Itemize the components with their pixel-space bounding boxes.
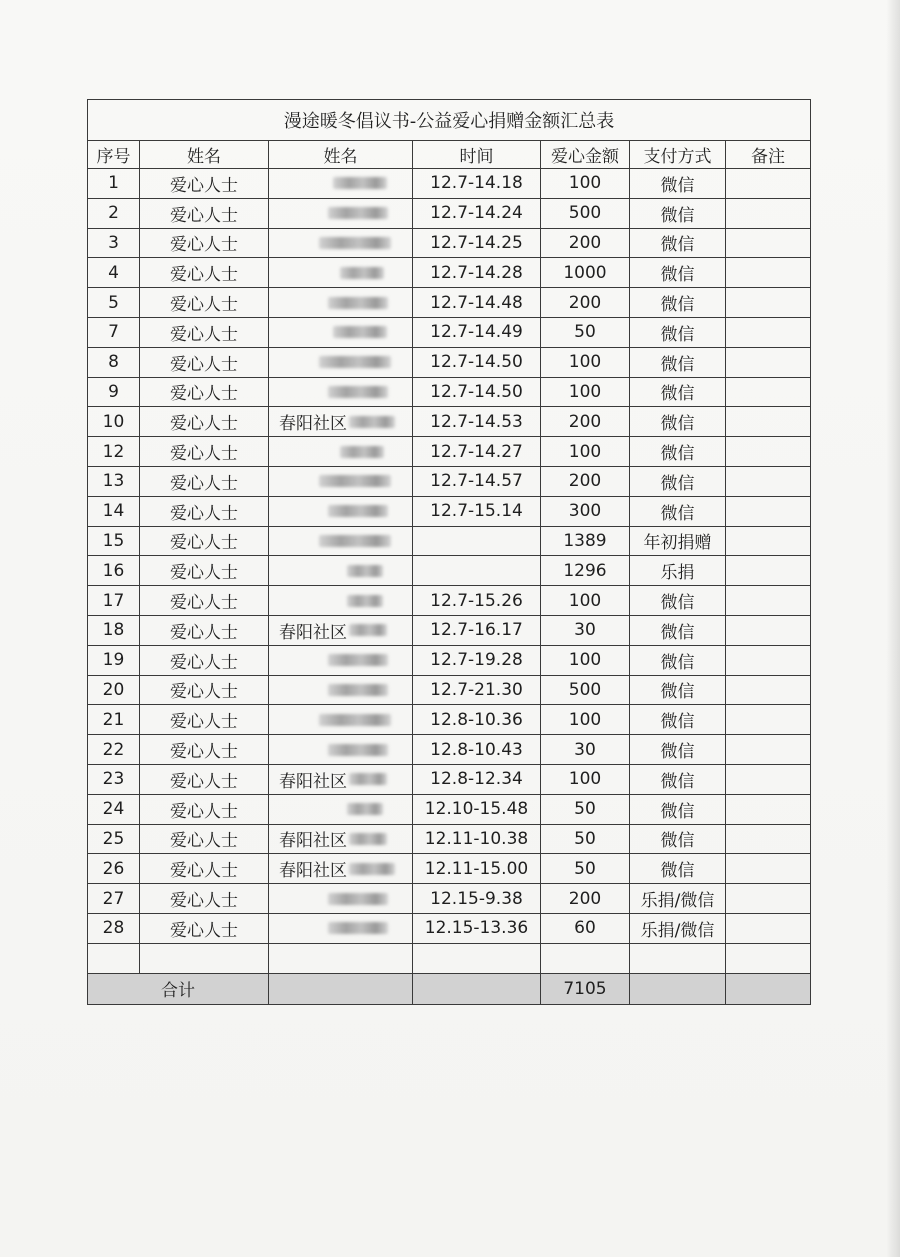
cell-donor-name xyxy=(269,288,413,318)
cell-note xyxy=(726,645,811,675)
cell-payment-method: 微信 xyxy=(630,764,726,794)
cell-time: 12.8-10.36 xyxy=(413,705,541,735)
cell-note xyxy=(726,258,811,288)
cell-amount: 60 xyxy=(541,913,630,943)
cell-note xyxy=(726,884,811,914)
cell-name: 爱心人士 xyxy=(140,794,269,824)
redacted-name-blur xyxy=(349,773,387,785)
cell-payment-method: 微信 xyxy=(630,258,726,288)
cell-note xyxy=(726,615,811,645)
cell-time xyxy=(413,526,541,556)
table-row xyxy=(88,556,811,586)
cell-index: 12 xyxy=(88,437,140,467)
cell-name: 爱心人士 xyxy=(140,764,269,794)
cell-donor-name xyxy=(269,556,413,586)
cell-index: 8 xyxy=(88,347,140,377)
cell-time: 12.7-14.49 xyxy=(413,317,541,347)
cell-payment-method: 微信 xyxy=(630,496,726,526)
cell-time: 12.10-15.48 xyxy=(413,794,541,824)
cell-time: 12.7-14.27 xyxy=(413,437,541,467)
cell-note xyxy=(726,317,811,347)
cell-note xyxy=(726,407,811,437)
cell-time: 12.7-14.50 xyxy=(413,377,541,407)
cell-amount: 1296 xyxy=(541,556,630,586)
redacted-name-blur xyxy=(328,207,388,219)
table-title-row xyxy=(88,100,811,141)
cell-donor-name xyxy=(269,615,413,645)
redacted-name-blur xyxy=(328,505,388,517)
cell-index: 20 xyxy=(88,675,140,705)
cell-payment-method: 微信 xyxy=(630,615,726,645)
redacted-name-blur xyxy=(319,237,391,249)
table-row xyxy=(88,854,811,884)
total-row xyxy=(88,973,811,1004)
cell-amount: 300 xyxy=(541,496,630,526)
cell-index: 23 xyxy=(88,764,140,794)
cell-amount: 200 xyxy=(541,288,630,318)
cell-amount: 30 xyxy=(541,735,630,765)
cell-name: 爱心人士 xyxy=(140,437,269,467)
redacted-name-blur xyxy=(328,922,388,934)
table-row xyxy=(88,645,811,675)
cell-payment-method: 微信 xyxy=(630,645,726,675)
cell-index: 26 xyxy=(88,854,140,884)
cell-donor-name xyxy=(269,258,413,288)
cell-name: 爱心人士 xyxy=(140,556,269,586)
cell-note xyxy=(726,377,811,407)
cell-payment-method: 微信 xyxy=(630,228,726,258)
cell-name: 爱心人士 xyxy=(140,854,269,884)
cell-name: 爱心人士 xyxy=(140,169,269,199)
cell-index: 3 xyxy=(88,228,140,258)
cell-note xyxy=(726,913,811,943)
cell-index: 25 xyxy=(88,824,140,854)
cell-donor-name xyxy=(269,198,413,228)
cell-note xyxy=(726,288,811,318)
table-row xyxy=(88,169,811,199)
cell-name: 爱心人士 xyxy=(140,586,269,616)
cell-time: 12.7-14.18 xyxy=(413,169,541,199)
cell-payment-method: 微信 xyxy=(630,466,726,496)
header-amount: 爱心金额 xyxy=(541,141,630,169)
cell-amount: 100 xyxy=(541,347,630,377)
cell-note xyxy=(726,169,811,199)
table-row xyxy=(88,288,811,318)
table-row xyxy=(88,913,811,943)
cell-name: 爱心人士 xyxy=(140,913,269,943)
cell-index: 28 xyxy=(88,913,140,943)
cell-donor-name xyxy=(269,586,413,616)
cell-payment-method: 年初捐赠 xyxy=(630,526,726,556)
cell-note xyxy=(726,735,811,765)
cell-donor-name xyxy=(269,735,413,765)
cell-index: 17 xyxy=(88,586,140,616)
cell-donor-name xyxy=(269,824,413,854)
cell-note xyxy=(726,347,811,377)
table-row xyxy=(88,675,811,705)
redacted-name-blur xyxy=(347,595,383,607)
cell-note xyxy=(726,556,811,586)
cell-payment-method: 微信 xyxy=(630,735,726,765)
cell-time: 12.8-12.34 xyxy=(413,764,541,794)
table-row xyxy=(88,198,811,228)
cell-index: 2 xyxy=(88,198,140,228)
redacted-name-blur xyxy=(328,297,388,309)
cell-time: 12.7-15.14 xyxy=(413,496,541,526)
redacted-name-blur xyxy=(328,744,388,756)
cell-note xyxy=(726,496,811,526)
cell-amount: 30 xyxy=(541,615,630,645)
donor-org-prefix: 春阳社区 xyxy=(279,771,347,792)
cell-index: 24 xyxy=(88,794,140,824)
cell-index: 22 xyxy=(88,735,140,765)
cell-payment-method: 微信 xyxy=(630,198,726,228)
cell-name: 爱心人士 xyxy=(140,466,269,496)
cell-donor-name xyxy=(269,317,413,347)
cell-time: 12.7-14.48 xyxy=(413,288,541,318)
redacted-name-blur xyxy=(328,684,388,696)
cell-name: 爱心人士 xyxy=(140,407,269,437)
cell-payment-method: 微信 xyxy=(630,705,726,735)
cell-payment-method: 微信 xyxy=(630,377,726,407)
redacted-name-blur xyxy=(347,803,383,815)
redacted-name-blur xyxy=(340,267,384,279)
cell-note xyxy=(726,466,811,496)
cell-note xyxy=(726,198,811,228)
cell-payment-method: 微信 xyxy=(630,317,726,347)
cell-name: 爱心人士 xyxy=(140,526,269,556)
cell-note xyxy=(726,764,811,794)
cell-note xyxy=(726,824,811,854)
cell-time: 12.7-16.17 xyxy=(413,615,541,645)
redacted-name-blur xyxy=(319,714,391,726)
cell-time: 12.7-15.26 xyxy=(413,586,541,616)
redacted-name-blur xyxy=(340,446,384,458)
page-edge-shadow xyxy=(886,0,900,1257)
cell-index: 5 xyxy=(88,288,140,318)
cell-donor-name xyxy=(269,675,413,705)
cell-payment-method: 微信 xyxy=(630,824,726,854)
cell-name: 爱心人士 xyxy=(140,675,269,705)
table-row xyxy=(88,794,811,824)
cell-note xyxy=(726,228,811,258)
cell-payment-method: 乐捐 xyxy=(630,556,726,586)
cell-time: 12.7-14.25 xyxy=(413,228,541,258)
cell-name: 爱心人士 xyxy=(140,228,269,258)
cell-index: 7 xyxy=(88,317,140,347)
redacted-name-blur xyxy=(328,893,388,905)
donor-org-prefix: 春阳社区 xyxy=(279,414,347,435)
cell-amount: 200 xyxy=(541,884,630,914)
cell-time: 12.7-14.24 xyxy=(413,198,541,228)
cell-donor-name xyxy=(269,377,413,407)
blank-row xyxy=(88,943,811,973)
cell-amount: 200 xyxy=(541,228,630,258)
cell-amount: 1389 xyxy=(541,526,630,556)
table-row xyxy=(88,735,811,765)
cell-amount: 50 xyxy=(541,854,630,884)
cell-amount: 1000 xyxy=(541,258,630,288)
redacted-name-blur xyxy=(319,356,391,368)
cell-time: 12.15-13.36 xyxy=(413,913,541,943)
table-row xyxy=(88,407,811,437)
cell-amount: 100 xyxy=(541,437,630,467)
cell-payment-method: 乐捐/微信 xyxy=(630,913,726,943)
cell-donor-name xyxy=(269,884,413,914)
cell-time: 12.7-14.28 xyxy=(413,258,541,288)
redacted-name-blur xyxy=(349,833,387,845)
redacted-name-blur xyxy=(333,177,387,189)
table-row xyxy=(88,764,811,794)
cell-index: 9 xyxy=(88,377,140,407)
cell-amount: 100 xyxy=(541,645,630,675)
cell-note xyxy=(726,705,811,735)
cell-time: 12.7-21.30 xyxy=(413,675,541,705)
cell-index: 10 xyxy=(88,407,140,437)
cell-amount: 50 xyxy=(541,317,630,347)
cell-time: 12.7-14.53 xyxy=(413,407,541,437)
cell-payment-method: 乐捐/微信 xyxy=(630,884,726,914)
cell-amount: 500 xyxy=(541,198,630,228)
cell-name: 爱心人士 xyxy=(140,317,269,347)
header-donor-name: 姓名 xyxy=(269,141,413,169)
total-label: 合计 xyxy=(88,973,269,1004)
cell-amount: 50 xyxy=(541,824,630,854)
redacted-name-blur xyxy=(319,535,391,547)
cell-index: 18 xyxy=(88,615,140,645)
cell-payment-method: 微信 xyxy=(630,407,726,437)
redacted-name-blur xyxy=(347,565,383,577)
cell-donor-name xyxy=(269,764,413,794)
table-row xyxy=(88,228,811,258)
cell-note xyxy=(726,526,811,556)
cell-amount: 100 xyxy=(541,764,630,794)
cell-amount: 100 xyxy=(541,586,630,616)
cell-amount: 100 xyxy=(541,705,630,735)
cell-donor-name xyxy=(269,496,413,526)
cell-name: 爱心人士 xyxy=(140,288,269,318)
table-row xyxy=(88,317,811,347)
redacted-name-blur xyxy=(333,326,387,338)
cell-name: 爱心人士 xyxy=(140,735,269,765)
cell-amount: 200 xyxy=(541,407,630,437)
table-title: 漫途暖冬倡议书-公益爱心捐赠金额汇总表 xyxy=(88,100,811,141)
redacted-name-blur xyxy=(349,624,387,636)
donor-org-prefix: 春阳社区 xyxy=(279,622,347,643)
cell-payment-method: 微信 xyxy=(630,675,726,705)
cell-name: 爱心人士 xyxy=(140,496,269,526)
cell-name: 爱心人士 xyxy=(140,258,269,288)
cell-donor-name xyxy=(269,466,413,496)
table-row xyxy=(88,824,811,854)
redacted-name-blur xyxy=(328,386,388,398)
cell-name: 爱心人士 xyxy=(140,615,269,645)
cell-amount: 100 xyxy=(541,377,630,407)
header-note: 备注 xyxy=(726,141,811,169)
cell-amount: 200 xyxy=(541,466,630,496)
table-row xyxy=(88,377,811,407)
cell-time xyxy=(413,556,541,586)
table-row xyxy=(88,466,811,496)
cell-amount: 500 xyxy=(541,675,630,705)
donor-org-prefix: 春阳社区 xyxy=(279,831,347,852)
table-row xyxy=(88,705,811,735)
cell-note xyxy=(726,854,811,884)
cell-donor-name xyxy=(269,854,413,884)
cell-donor-name xyxy=(269,526,413,556)
cell-donor-name xyxy=(269,705,413,735)
cell-donor-name xyxy=(269,228,413,258)
donation-summary-table xyxy=(87,99,811,1005)
cell-note xyxy=(726,675,811,705)
cell-time: 12.7-14.57 xyxy=(413,466,541,496)
cell-donor-name xyxy=(269,794,413,824)
cell-index: 16 xyxy=(88,556,140,586)
table-row xyxy=(88,496,811,526)
donor-org-prefix: 春阳社区 xyxy=(279,861,347,882)
cell-donor-name xyxy=(269,437,413,467)
cell-time: 12.15-9.38 xyxy=(413,884,541,914)
cell-payment-method: 微信 xyxy=(630,169,726,199)
table-row xyxy=(88,884,811,914)
cell-donor-name xyxy=(269,913,413,943)
redacted-name-blur xyxy=(328,654,388,666)
redacted-name-blur xyxy=(319,475,391,487)
cell-time: 12.7-19.28 xyxy=(413,645,541,675)
cell-index: 4 xyxy=(88,258,140,288)
cell-index: 19 xyxy=(88,645,140,675)
cell-donor-name xyxy=(269,347,413,377)
cell-time: 12.11-10.38 xyxy=(413,824,541,854)
cell-index: 1 xyxy=(88,169,140,199)
cell-name: 爱心人士 xyxy=(140,705,269,735)
redacted-name-blur xyxy=(349,416,395,428)
cell-index: 21 xyxy=(88,705,140,735)
redacted-name-blur xyxy=(349,863,395,875)
header-time: 时间 xyxy=(413,141,541,169)
cell-index: 27 xyxy=(88,884,140,914)
cell-note xyxy=(726,586,811,616)
header-row xyxy=(88,141,811,169)
cell-payment-method: 微信 xyxy=(630,586,726,616)
header-name: 姓名 xyxy=(140,141,269,169)
cell-index: 15 xyxy=(88,526,140,556)
table-row xyxy=(88,526,811,556)
cell-name: 爱心人士 xyxy=(140,645,269,675)
cell-time: 12.8-10.43 xyxy=(413,735,541,765)
table-row xyxy=(88,615,811,645)
cell-payment-method: 微信 xyxy=(630,854,726,884)
cell-time: 12.11-15.00 xyxy=(413,854,541,884)
header-index: 序号 xyxy=(88,141,140,169)
cell-donor-name xyxy=(269,645,413,675)
header-payment-method: 支付方式 xyxy=(630,141,726,169)
cell-payment-method: 微信 xyxy=(630,794,726,824)
cell-index: 13 xyxy=(88,466,140,496)
cell-name: 爱心人士 xyxy=(140,347,269,377)
cell-payment-method: 微信 xyxy=(630,288,726,318)
cell-amount: 50 xyxy=(541,794,630,824)
cell-payment-method: 微信 xyxy=(630,347,726,377)
total-amount: 7105 xyxy=(541,973,630,1004)
table-row xyxy=(88,586,811,616)
cell-note xyxy=(726,437,811,467)
cell-payment-method: 微信 xyxy=(630,437,726,467)
cell-time: 12.7-14.50 xyxy=(413,347,541,377)
cell-name: 爱心人士 xyxy=(140,377,269,407)
cell-name: 爱心人士 xyxy=(140,198,269,228)
cell-note xyxy=(726,794,811,824)
cell-index: 14 xyxy=(88,496,140,526)
cell-amount: 100 xyxy=(541,169,630,199)
cell-name: 爱心人士 xyxy=(140,884,269,914)
table-row xyxy=(88,437,811,467)
table-row xyxy=(88,347,811,377)
cell-donor-name xyxy=(269,407,413,437)
cell-name: 爱心人士 xyxy=(140,824,269,854)
table-row xyxy=(88,258,811,288)
cell-donor-name xyxy=(269,169,413,199)
